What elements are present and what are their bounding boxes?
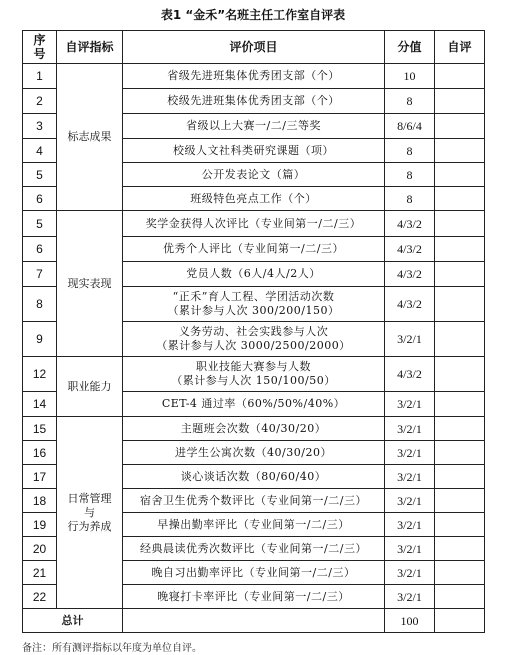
evaluation-item: 职业技能大赛参与人数 （累计参与人次 150/100/50） bbox=[123, 357, 385, 392]
row-number: 6 bbox=[23, 187, 57, 211]
evaluation-item: 省级以上大赛一/二/三等奖 bbox=[123, 114, 385, 139]
header-self: 自评 bbox=[435, 31, 485, 64]
row-number: 7 bbox=[23, 262, 57, 287]
evaluation-item: 班级特色亮点工作（个） bbox=[123, 187, 385, 211]
score-value: 3/2/1 bbox=[385, 465, 435, 489]
row-number: 18 bbox=[23, 489, 57, 513]
score-value: 3/2/1 bbox=[385, 513, 435, 537]
self-score-cell[interactable] bbox=[435, 465, 485, 489]
row-number: 19 bbox=[23, 513, 57, 537]
table-row bbox=[23, 357, 485, 392]
row-number: 1 bbox=[23, 64, 57, 89]
score-value: 4/3/2 bbox=[385, 357, 435, 392]
row-number: 22 bbox=[23, 585, 57, 609]
row-number: 15 bbox=[23, 417, 57, 441]
evaluation-item: 晚自习出勤率评比（专业间第一/二/三） bbox=[123, 561, 385, 585]
self-score-cell[interactable] bbox=[435, 357, 485, 392]
self-score-cell[interactable] bbox=[435, 561, 485, 585]
self-score-cell[interactable] bbox=[435, 89, 485, 114]
self-score-cell[interactable] bbox=[435, 441, 485, 465]
self-score-cell[interactable] bbox=[435, 417, 485, 441]
row-number: 17 bbox=[23, 465, 57, 489]
self-score-cell[interactable] bbox=[435, 64, 485, 89]
score-value: 4/3/2 bbox=[385, 237, 435, 262]
evaluation-item: 主题班会次数（40/30/20） bbox=[123, 417, 385, 441]
total-item-empty bbox=[123, 609, 385, 633]
total-label: 总计 bbox=[23, 609, 123, 633]
score-value: 3/2/1 bbox=[385, 322, 435, 357]
indicator-category: 职业能力 bbox=[57, 357, 123, 417]
self-score-cell[interactable] bbox=[435, 237, 485, 262]
self-score-cell[interactable] bbox=[435, 211, 485, 237]
row-number: 3 bbox=[23, 114, 57, 139]
evaluation-item: 省级先进班集体优秀团支部（个） bbox=[123, 64, 385, 89]
evaluation-item: 进学生公寓次数（40/30/20） bbox=[123, 441, 385, 465]
evaluation-item: 校级先进班集体优秀团支部（个） bbox=[123, 89, 385, 114]
row-number: 20 bbox=[23, 537, 57, 561]
evaluation-item: 公开发表论文（篇） bbox=[123, 163, 385, 187]
score-value: 8 bbox=[385, 163, 435, 187]
footnote: 备注：所有测评指标以年度为单位自评。 bbox=[22, 643, 202, 654]
row-number: 9 bbox=[23, 322, 57, 357]
evaluation-item: 优秀个人评比（专业间第一/二/三） bbox=[123, 237, 385, 262]
score-value: 3/2/1 bbox=[385, 441, 435, 465]
score-value: 8/6/4 bbox=[385, 114, 435, 139]
evaluation-item: “正禾”育人工程、学团活动次数 （累计参与人次 300/200/150） bbox=[123, 287, 385, 322]
evaluation-item: 党员人数（6人/4人/2人） bbox=[123, 262, 385, 287]
self-score-cell[interactable] bbox=[435, 513, 485, 537]
score-value: 4/3/2 bbox=[385, 211, 435, 237]
self-score-cell[interactable] bbox=[435, 585, 485, 609]
evaluation-item: 义务劳动、社会实践参与人次 （累计参与人次 3000/2500/2000） bbox=[123, 322, 385, 357]
total-row bbox=[23, 609, 485, 633]
indicator-category: 现实表现 bbox=[57, 211, 123, 357]
row-number: 5 bbox=[23, 211, 57, 237]
self-score-cell[interactable] bbox=[435, 287, 485, 322]
score-value: 10 bbox=[385, 64, 435, 89]
header-score: 分值 bbox=[385, 31, 435, 64]
score-value: 8 bbox=[385, 139, 435, 163]
self-score-cell[interactable] bbox=[435, 163, 485, 187]
self-score-cell[interactable] bbox=[435, 139, 485, 163]
row-number: 6 bbox=[23, 237, 57, 262]
self-score-cell[interactable] bbox=[435, 489, 485, 513]
self-score-cell[interactable] bbox=[435, 262, 485, 287]
score-value: 3/2/1 bbox=[385, 561, 435, 585]
self-score-cell[interactable] bbox=[435, 114, 485, 139]
self-score-cell[interactable] bbox=[435, 187, 485, 211]
score-value: 8 bbox=[385, 187, 435, 211]
score-value: 3/2/1 bbox=[385, 392, 435, 417]
self-score-cell[interactable] bbox=[435, 537, 485, 561]
row-number: 4 bbox=[23, 139, 57, 163]
self-evaluation-table bbox=[22, 30, 485, 633]
indicator-category: 日常管理 与 行为养成 bbox=[57, 417, 123, 609]
row-number: 12 bbox=[23, 357, 57, 392]
header-indicator: 自评指标 bbox=[57, 31, 123, 64]
score-value: 3/2/1 bbox=[385, 489, 435, 513]
table-row bbox=[23, 211, 485, 237]
indicator-category: 标志成果 bbox=[57, 64, 123, 211]
evaluation-item: 校级人文社科类研究课题（项） bbox=[123, 139, 385, 163]
header-row bbox=[23, 31, 485, 64]
score-value: 4/3/2 bbox=[385, 262, 435, 287]
evaluation-item: 晚寝打卡率评比（专业间第一/二/三） bbox=[123, 585, 385, 609]
evaluation-item: 奖学金获得人次评比（专业间第一/二/三） bbox=[123, 211, 385, 237]
self-score-cell[interactable] bbox=[435, 392, 485, 417]
total-score: 100 bbox=[385, 609, 435, 633]
header-no: 序号 bbox=[23, 31, 57, 64]
evaluation-item: 谈心谈话次数（80/60/40） bbox=[123, 465, 385, 489]
evaluation-item: CET-4 通过率（60%/50%/40%） bbox=[123, 392, 385, 417]
table-row bbox=[23, 64, 485, 89]
self-score-cell[interactable] bbox=[435, 322, 485, 357]
row-number: 8 bbox=[23, 287, 57, 322]
table-row bbox=[23, 417, 485, 441]
row-number: 14 bbox=[23, 392, 57, 417]
row-number: 2 bbox=[23, 89, 57, 114]
header-item: 评价项目 bbox=[123, 31, 385, 64]
total-self-score-cell[interactable] bbox=[435, 609, 485, 633]
evaluation-item: 早操出勤率评比（专业间第一/二/三） bbox=[123, 513, 385, 537]
row-number: 16 bbox=[23, 441, 57, 465]
score-value: 3/2/1 bbox=[385, 585, 435, 609]
table-title: 表1 “金禾”名班主任工作室自评表 bbox=[160, 8, 346, 22]
score-value: 3/2/1 bbox=[385, 537, 435, 561]
row-number: 5 bbox=[23, 163, 57, 187]
row-number: 21 bbox=[23, 561, 57, 585]
score-value: 8 bbox=[385, 89, 435, 114]
evaluation-item: 经典晨读优秀次数评比（专业间第一/二/三） bbox=[123, 537, 385, 561]
score-value: 4/3/2 bbox=[385, 287, 435, 322]
score-value: 3/2/1 bbox=[385, 417, 435, 441]
evaluation-item: 宿舍卫生优秀个数评比（专业间第一/二/三） bbox=[123, 489, 385, 513]
